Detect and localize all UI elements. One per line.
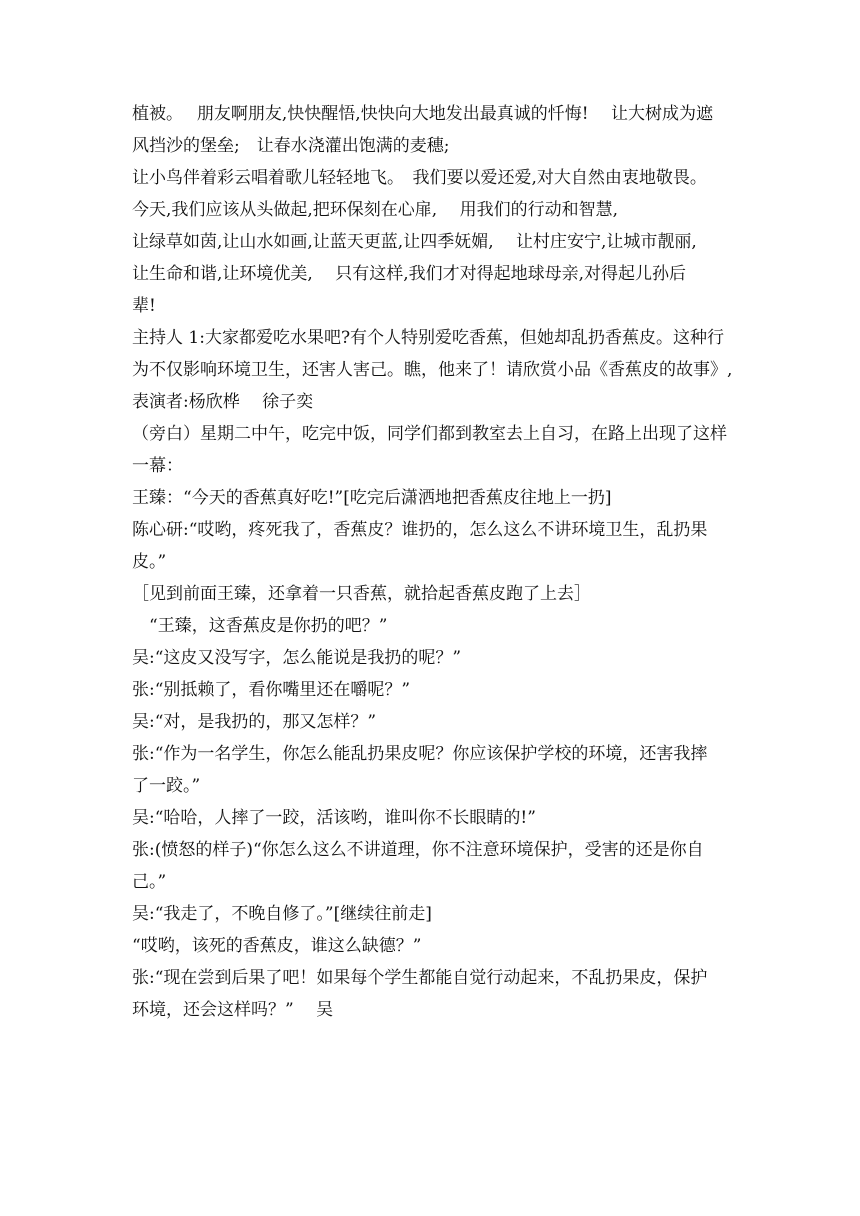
text-line: 辈! [132,296,156,316]
text-line: 吴:“我走了，不晚自修了。”[继续往前走] [132,904,432,924]
text-line: 吴:“对，是我扔的，那又怎样？” [132,712,377,732]
text-line: 张:“作为一名学生，你怎么能乱扔果皮呢？你应该保护学校的环境，还害我摔 [132,744,708,764]
text-line: 一幕： [132,456,183,476]
text-line: 让生命和谐,让环境优美, 只有这样,我们才对得起地球母亲,对得起儿孙后 [132,264,687,284]
text-line: 主持人 1:大家都爱吃水果吧?有个人特别爱吃香蕉，但她却乱扔香蕉皮。这种行 [132,328,725,348]
text-line: 让小鸟伴着彩云唱着歌儿轻轻地飞。 我们要以爱还爱,对大自然由衷地敬畏。 [132,168,707,188]
text-line: 为不仅影响环境卫生，还害人害己。瞧，他来了！请欣赏小品《香蕉皮的故事》, [132,360,733,380]
text-line: 皮。” [132,552,167,572]
text-line: “哎哟，该死的香蕉皮，谁这么缺德？” [132,936,422,956]
text-line: 植被。 朋友啊朋友,快快醒悟,快快向大地发出最真诚的忏悔! 让大树成为遮 [132,104,713,124]
text-line: 吴:“哈哈，人摔了一跤，活该哟，谁叫你不长眼睛的!” [132,808,536,828]
text-line: 风挡沙的堡垒; 让春水浇灌出饱满的麦穗; [132,136,450,156]
text-line: 王臻：“今天的香蕉真好吃!”[吃完后潇洒地把香蕉皮往地上一扔] [132,488,612,508]
text-line: 今天,我们应该从头做起,把环保刻在心扉, 用我们的行动和智慧, [132,200,619,220]
text-line: 表演者:杨欣桦 徐子奕 [132,392,314,412]
text-line: 环境，还会这样吗？” 吴 [132,1000,334,1020]
text-line: 己。” [132,872,167,892]
text-line: ［见到前面王臻，还拿着一只香蕉，就拾起香蕉皮跑了上去］ [132,584,591,604]
text-line: 张:(愤怒的样子)“你怎么这么不讲道理，你不注意环境保护，受害的还是你自 [132,840,704,860]
text-line: 张:“现在尝到后果了吧！如果每个学生都能自觉行动起来，不乱扔果皮，保护 [132,968,708,988]
document-page [132,98,732,1026]
text-line: 了一跤。” [132,776,201,796]
text-line: 陈心研:“哎哟，疼死我了，香蕉皮？谁扔的，怎么这么不讲环境卫生，乱扔果 [132,520,708,540]
text-line: “王臻，这香蕉皮是你扔的吧？” [132,616,388,636]
text-line: 让绿草如茵,让山水如画,让蓝天更蓝,让四季妩媚, 让村庄安宁,让城市靓丽, [132,232,697,252]
text-line: （旁白）星期二中午，吃完中饭，同学们都到教室去上自习，在路上出现了这样 [132,424,727,444]
text-line: 张:“别抵赖了，看你嘴里还在嚼呢？” [132,680,411,700]
text-line: 吴:“这皮又没写字，怎么能说是我扔的呢？” [132,648,462,668]
